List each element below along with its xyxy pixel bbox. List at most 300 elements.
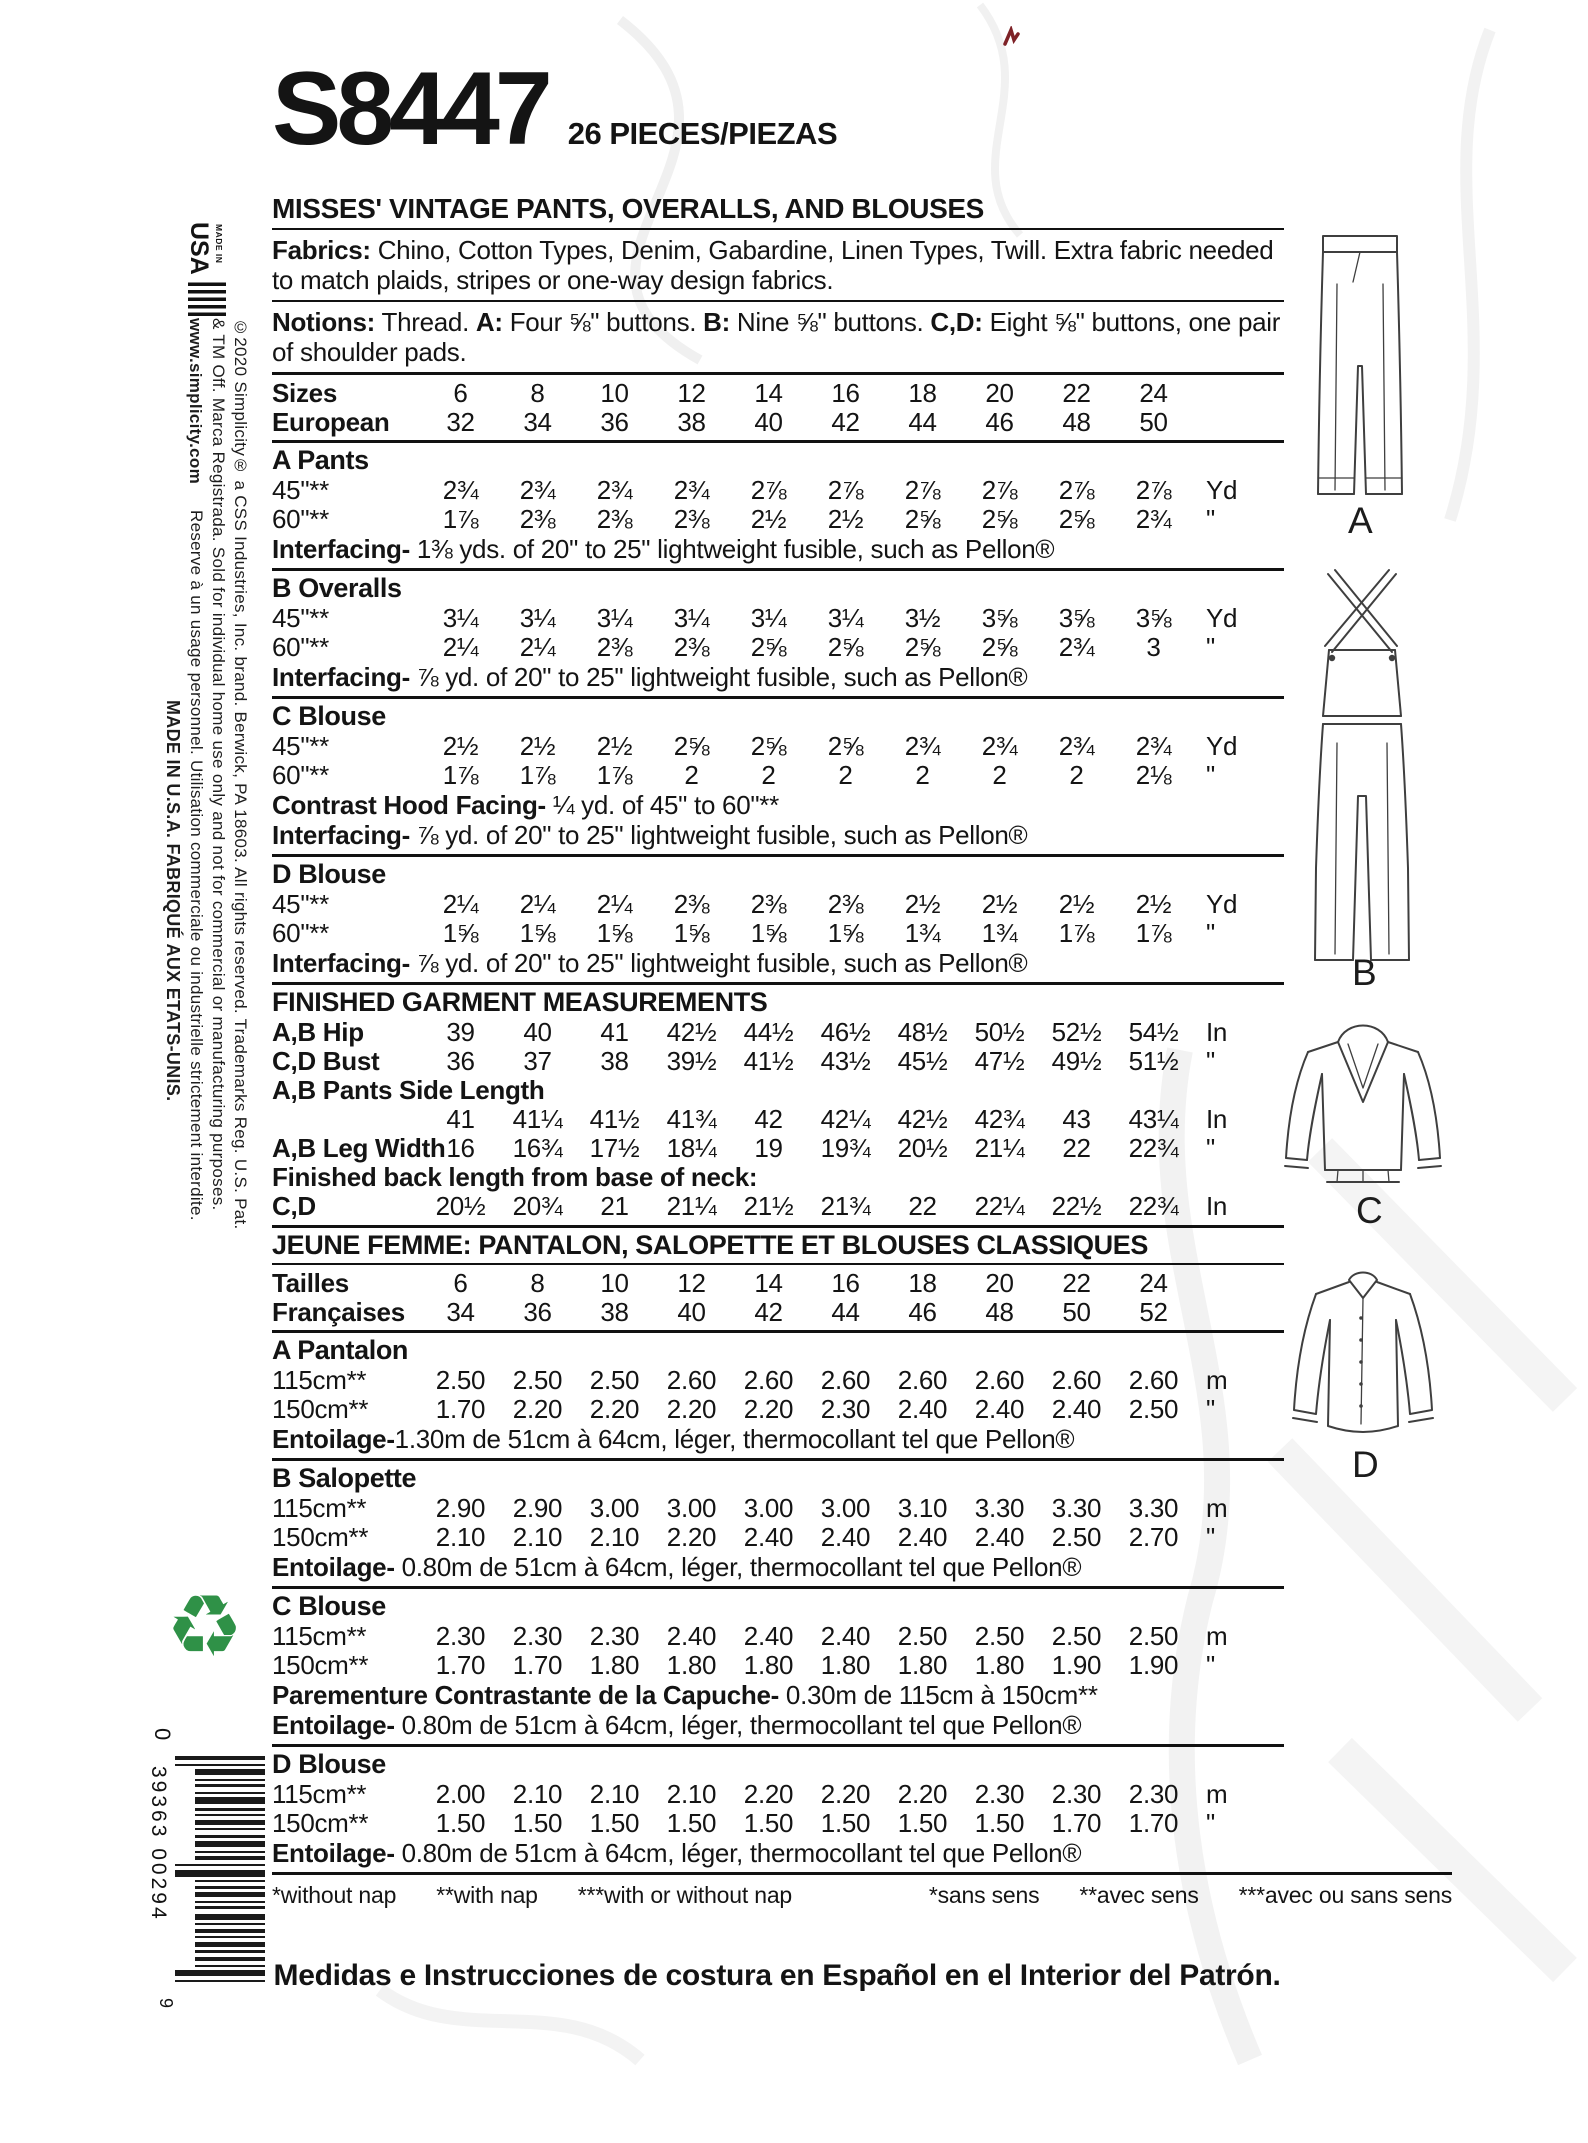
yardage-cell: 1.70 xyxy=(435,1394,486,1424)
yardage-cell: 2.40 xyxy=(897,1394,948,1424)
yardage-cell: 1⅝ xyxy=(827,918,864,948)
yardage-cell: 3.30 xyxy=(1051,1493,1102,1523)
yardage-cell: 3¼ xyxy=(596,603,633,633)
yardage-cell: 1.70 xyxy=(435,1650,486,1680)
section-note xyxy=(272,948,1284,978)
table-row xyxy=(272,505,1284,534)
yardage-cell: 2.50 xyxy=(1128,1394,1179,1424)
yardage-cell: 20½ xyxy=(435,1191,486,1221)
table-row xyxy=(272,1780,1284,1809)
section-note xyxy=(272,1838,1284,1868)
yardage-cell: 3.30 xyxy=(1128,1493,1179,1523)
yardage-cell: 2⅞ xyxy=(981,475,1018,505)
yardage-cell: 2¾ xyxy=(1058,731,1095,761)
unit-cell: Yd xyxy=(1206,603,1238,633)
section-title: C Blouse xyxy=(272,1591,386,1621)
section-title: D Blouse xyxy=(272,859,386,889)
barcode-bar xyxy=(195,1914,265,1920)
yardage-cell: 2.90 xyxy=(512,1493,563,1523)
yardage-cell: 54½ xyxy=(1128,1017,1179,1047)
yardage-cell: 2⅜ xyxy=(519,504,556,534)
yardage-cell: 36 xyxy=(446,1046,475,1076)
footnote-group-fr xyxy=(929,1882,1452,1909)
table-row xyxy=(272,1622,1284,1651)
recycle-icon: ♻ xyxy=(166,1577,244,1677)
pattern-title: MISSES' VINTAGE PANTS, OVERALLS, AND BLOUSES xyxy=(272,192,1284,230)
yardage-cell: 2.20 xyxy=(512,1394,563,1424)
section-title: C Blouse xyxy=(272,701,386,731)
section-title: B Overalls xyxy=(272,573,402,603)
yardage-cell: 2.50 xyxy=(897,1621,948,1651)
unit-cell: " xyxy=(1206,1808,1215,1838)
note-lead: Entoilage- xyxy=(272,1838,395,1868)
yardage-cell: 2.30 xyxy=(974,1779,1025,1809)
yardage-cell: 16 xyxy=(831,378,860,408)
yardage-cell: 2⅝ xyxy=(981,632,1018,662)
yardage-cell: 2.20 xyxy=(743,1779,794,1809)
yardage-cell: 1.80 xyxy=(820,1650,871,1680)
yardage-cell: 2.50 xyxy=(589,1365,640,1395)
yardage-cell: 22 xyxy=(1062,1268,1091,1298)
footnote-group-en xyxy=(272,1882,792,1909)
barcode-digits: 39363 00294 xyxy=(147,1766,170,1922)
yardage-cell: 2½ xyxy=(442,731,479,761)
yardage-cell: 2¼ xyxy=(519,632,556,662)
note-lead: Entoilage- xyxy=(272,1552,395,1582)
yardage-cell: 46 xyxy=(908,1297,937,1327)
yardage-cell: 2¾ xyxy=(904,731,941,761)
row-label: 60"** xyxy=(272,918,329,948)
note-lead: Interfacing- xyxy=(272,948,410,978)
barcode-digit-lead: 0 xyxy=(150,1728,175,1741)
unit-cell: Yd xyxy=(1206,889,1238,919)
row-label: 150cm** xyxy=(272,1394,369,1424)
table-row xyxy=(272,1192,1284,1221)
yardage-cell: 3⅝ xyxy=(1135,603,1172,633)
yardage-cell: 2.40 xyxy=(974,1522,1025,1552)
yardage-cell: 21¼ xyxy=(974,1133,1025,1163)
yardage-cell: 50 xyxy=(1139,407,1168,437)
yardage-cell: 38 xyxy=(600,1297,629,1327)
yardage-cell: 3¼ xyxy=(750,603,787,633)
unit-cell: m xyxy=(1206,1779,1228,1809)
barcode-bar xyxy=(175,1970,265,1976)
yardage-cell: 2.60 xyxy=(974,1365,1025,1395)
yardage-cell: 1⅝ xyxy=(519,918,556,948)
yardage-cell: 32 xyxy=(446,407,475,437)
yardage-cell: 2.40 xyxy=(820,1621,871,1651)
pattern-header xyxy=(272,51,1284,167)
section-note xyxy=(272,1680,1284,1710)
yardage-cell: 2⅜ xyxy=(596,632,633,662)
yardage-cell: 1.80 xyxy=(897,1650,948,1680)
table-row xyxy=(272,1105,1284,1134)
section-title: A Pantalon xyxy=(272,1335,409,1365)
row-label: 45"** xyxy=(272,475,329,505)
yardage-cell: 2.20 xyxy=(666,1394,717,1424)
table-row xyxy=(272,1809,1284,1838)
fabrics-label: Fabrics: xyxy=(272,235,371,265)
usa-logo-text: USA xyxy=(185,222,213,275)
yardage-cell: 2⅞ xyxy=(904,475,941,505)
trademark-vertical-text: & TM Off. Marca Registrada. Sold for individual home use only and not for commercial or manufacturing purposes. xyxy=(209,318,228,1211)
yardage-cell: 2½ xyxy=(750,504,787,534)
table-row xyxy=(272,408,1284,437)
yardage-cell: 14 xyxy=(754,378,783,408)
table-row xyxy=(272,1366,1284,1395)
yardage-cell: 16 xyxy=(446,1133,475,1163)
yardage-cell: 50 xyxy=(1062,1297,1091,1327)
figure-label-b: B xyxy=(1352,952,1377,993)
yardage-cell: 39½ xyxy=(666,1046,717,1076)
yardage-cell: 21½ xyxy=(743,1191,794,1221)
yardage-section xyxy=(272,1458,1284,1586)
table-row xyxy=(272,919,1284,948)
yardage-cell: 2⅝ xyxy=(750,731,787,761)
note-text: ⅞ yd. of 20" to 25" lightweight fusible, such as Pellon® xyxy=(409,820,1028,850)
figure-label-d: D xyxy=(1352,1444,1379,1485)
yardage-cell: 2½ xyxy=(1135,889,1172,919)
barcode-digit-trail: 9 xyxy=(156,1998,176,2009)
barcode-bar xyxy=(195,1901,265,1903)
yardage-cell: 2.90 xyxy=(435,1493,486,1523)
yardage-cell: 2.10 xyxy=(512,1779,563,1809)
yardage-cell: 1⅝ xyxy=(442,918,479,948)
table-row xyxy=(272,761,1284,790)
yardage-cell: 50½ xyxy=(974,1017,1025,1047)
row-label: C,D xyxy=(272,1191,316,1221)
yardage-cell: 2⅜ xyxy=(673,889,710,919)
yardage-cell: 2 xyxy=(684,760,699,790)
yardage-cell: 21¾ xyxy=(820,1191,871,1221)
row-label: European xyxy=(272,407,390,437)
yardage-cell: 2½ xyxy=(981,889,1018,919)
yardage-cell: 3.30 xyxy=(974,1493,1025,1523)
unit-cell xyxy=(1192,1269,1257,1298)
table-row xyxy=(272,1047,1284,1076)
row-label: Sizes xyxy=(272,378,337,408)
yardage-cell: 42 xyxy=(754,1104,783,1134)
yardage-cell: 48 xyxy=(985,1297,1014,1327)
fabrics-text: Chino, Cotton Types, Denim, Gabardine, Linen Types, Twill. Extra fabric needed to match plaids, stripes or one-way design fabrics. xyxy=(272,235,1274,295)
yardage-cell: 2½ xyxy=(827,504,864,534)
yardage-cell: 42¾ xyxy=(974,1104,1025,1134)
yardage-cell: 2.60 xyxy=(743,1365,794,1395)
yardage-cell: 48½ xyxy=(897,1017,948,1047)
yardage-cell: 16¾ xyxy=(512,1133,563,1163)
footnote-item: **avec sens xyxy=(1079,1882,1199,1908)
yardage-cell: 1.50 xyxy=(512,1808,563,1838)
yardage-cell: 12 xyxy=(677,378,706,408)
table-row xyxy=(272,1018,1284,1047)
row-label: 115cm** xyxy=(272,1621,367,1651)
yardage-cell: 2.30 xyxy=(820,1394,871,1424)
yardage-cell: 1.50 xyxy=(589,1808,640,1838)
note-text: ¼ yd. of 45" to 60"** xyxy=(545,790,779,820)
yardage-cell: 1⅞ xyxy=(442,504,479,534)
yardage-cell: 2.40 xyxy=(743,1621,794,1651)
yardage-cell: 2⅜ xyxy=(596,504,633,534)
barcode-bar xyxy=(195,1820,265,1825)
table-row xyxy=(272,1523,1284,1552)
yardage-cell: 52½ xyxy=(1051,1017,1102,1047)
note-text: ⅞ yd. of 20" to 25" lightweight fusible, such as Pellon® xyxy=(409,948,1028,978)
unit-cell: " xyxy=(1206,1133,1215,1163)
yardage-cell: 36 xyxy=(600,407,629,437)
yardage-cell: 2.40 xyxy=(666,1621,717,1651)
yardage-cell: 41 xyxy=(600,1017,629,1047)
yardage-cell: 44 xyxy=(908,407,937,437)
note-text: 0.80m de 51cm à 64cm, léger, thermocollant tel que Pellon® xyxy=(394,1838,1082,1868)
barcode-bar xyxy=(195,1814,265,1816)
yardage-cell: 2.50 xyxy=(1051,1621,1102,1651)
yardage-cell: 43 xyxy=(1062,1104,1091,1134)
yardage-cell: 2⅝ xyxy=(1058,504,1095,534)
yardage-cell: 2⅝ xyxy=(904,632,941,662)
yardage-cell: 2¾ xyxy=(442,475,479,505)
yardage-cell: 34 xyxy=(523,407,552,437)
yardage-section xyxy=(272,854,1284,982)
yardage-cell: 2.40 xyxy=(743,1522,794,1552)
yardage-cell: 3¼ xyxy=(827,603,864,633)
note-lead: Interfacing- xyxy=(272,534,410,564)
yardage-cell: 2.40 xyxy=(897,1522,948,1552)
yardage-cell: 1.50 xyxy=(974,1808,1025,1838)
table-row xyxy=(272,732,1284,761)
yardage-cell: 18¼ xyxy=(666,1133,717,1163)
yardage-cell: 2½ xyxy=(1058,889,1095,919)
barcode-bar xyxy=(195,1841,265,1847)
yardage-cell: 2¼ xyxy=(442,889,479,919)
yardage-cell: 2.30 xyxy=(512,1621,563,1651)
main-content xyxy=(272,51,1452,1993)
yardage-cell: 2.20 xyxy=(897,1779,948,1809)
yardage-cell: 1⅞ xyxy=(1135,918,1172,948)
yardage-cell: 24 xyxy=(1139,1268,1168,1298)
yardage-cell: 8 xyxy=(530,378,545,408)
yardage-cell: 22¼ xyxy=(974,1191,1025,1221)
yardage-cell: 37 xyxy=(523,1046,552,1076)
yardage-cell: 1.90 xyxy=(1128,1650,1179,1680)
upc-barcode xyxy=(175,1756,265,1992)
unit-cell: m xyxy=(1206,1621,1228,1651)
bold-segment: B: xyxy=(703,307,730,337)
barcode-bar xyxy=(195,1835,265,1838)
yardage-cell: 2.60 xyxy=(820,1365,871,1395)
section-title: A Pants xyxy=(272,445,369,475)
table-row xyxy=(272,1395,1284,1424)
table-row xyxy=(272,1163,1284,1192)
yardage-cell: 2¾ xyxy=(1135,504,1172,534)
note-lead: Parementure Contrastante de la Capuche- xyxy=(272,1680,779,1710)
yardage-cell: 2¾ xyxy=(1058,632,1095,662)
table-row xyxy=(272,604,1284,633)
yardage-cell: 1.50 xyxy=(435,1808,486,1838)
barcode-bar xyxy=(195,1929,265,1933)
yardage-cell: 2.20 xyxy=(666,1522,717,1552)
yardage-cell: 2⅝ xyxy=(981,504,1018,534)
barcode-bar xyxy=(195,1769,265,1775)
notions-line xyxy=(272,302,1284,372)
note-lead: Entoilage- xyxy=(272,1710,395,1740)
imperial-yardage-table xyxy=(272,440,1284,982)
yardage-cell: 6 xyxy=(453,378,468,408)
row-label: 60"** xyxy=(272,504,329,534)
yardage-cell: 3⅝ xyxy=(981,603,1018,633)
note-text: 0.80m de 51cm à 64cm, léger, thermocollant tel que Pellon® xyxy=(394,1552,1082,1582)
section-note xyxy=(272,1552,1284,1582)
note-lead: Contrast Hood Facing- xyxy=(272,790,546,820)
barcode-bar xyxy=(195,1797,265,1804)
garment-b-overalls-illustration xyxy=(1282,568,1442,968)
yardage-cell: 43¼ xyxy=(1128,1104,1179,1134)
yardage-cell: 42½ xyxy=(897,1104,948,1134)
barcode-bar xyxy=(195,1808,265,1811)
unit-cell xyxy=(1192,1298,1257,1327)
yardage-cell: 1¾ xyxy=(904,918,941,948)
french-notice-vertical-text: Reserve à un usage personnel. Utilisation commerciale ou industrielle strictement interdite. xyxy=(187,510,206,1221)
footnote-item: **with nap xyxy=(436,1882,538,1908)
yardage-cell: 41½ xyxy=(743,1046,794,1076)
yardage-cell: 3.00 xyxy=(743,1493,794,1523)
unit-cell: m xyxy=(1206,1365,1228,1395)
yardage-cell: 41 xyxy=(446,1104,475,1134)
fgm-title: FINISHED GARMENT MEASUREMENTS xyxy=(272,987,768,1017)
yardage-cell: 2.40 xyxy=(1051,1394,1102,1424)
yardage-cell: 46 xyxy=(985,407,1014,437)
yardage-cell: 2⅝ xyxy=(827,632,864,662)
yardage-cell: 1.50 xyxy=(743,1808,794,1838)
yardage-cell: 1.80 xyxy=(743,1650,794,1680)
yardage-cell: 2.10 xyxy=(589,1522,640,1552)
yardage-cell: 22 xyxy=(908,1191,937,1221)
row-label: 45"** xyxy=(272,603,329,633)
yardage-cell: 1.80 xyxy=(666,1650,717,1680)
figure-label-a: A xyxy=(1348,500,1373,541)
row-label xyxy=(272,1105,422,1134)
yardage-cell: 1⅞ xyxy=(519,760,556,790)
row-label: A,B Pants Side Length xyxy=(272,1075,545,1105)
yardage-cell: 1.50 xyxy=(820,1808,871,1838)
barcode-bar xyxy=(195,1880,265,1882)
yardage-cell: 2¼ xyxy=(442,632,479,662)
figure-label-c: C xyxy=(1356,1190,1383,1231)
garment-a-pants-illustration xyxy=(1285,228,1435,520)
yardage-cell: 2½ xyxy=(904,889,941,919)
yardage-cell: 20½ xyxy=(897,1133,948,1163)
yardage-cell: 2¾ xyxy=(519,475,556,505)
copyright-vertical-text: ©2020 Simplicity® a CSS Industries, Inc. brand. Berwick, PA 18603. All rights reserved. Trademarks Reg. U.S. Pat. xyxy=(231,318,250,1230)
yardage-cell: 2.40 xyxy=(974,1394,1025,1424)
yardage-cell: 2.30 xyxy=(1128,1779,1179,1809)
table-row xyxy=(272,1298,1284,1327)
yardage-cell: 2⅜ xyxy=(750,889,787,919)
yardage-cell: 40 xyxy=(754,407,783,437)
section-note xyxy=(272,790,1284,820)
yardage-cell: 2.00 xyxy=(435,1779,486,1809)
unit-cell: " xyxy=(1206,1522,1215,1552)
yardage-cell: 2¾ xyxy=(981,731,1018,761)
barcode-bar xyxy=(195,1779,265,1781)
yardage-cell: 20¾ xyxy=(512,1191,563,1221)
yardage-cell: 3⅝ xyxy=(1058,603,1095,633)
yardage-cell: 10 xyxy=(600,378,629,408)
yardage-section xyxy=(272,440,1284,568)
metric-size-header xyxy=(272,1263,1284,1330)
yardage-cell: 2 xyxy=(992,760,1007,790)
note-text: 1⅜ yds. of 20" to 25" lightweight fusible, such as Pellon® xyxy=(409,534,1055,564)
yardage-cell: 3½ xyxy=(904,603,941,633)
unit-cell: In xyxy=(1206,1191,1228,1221)
note-lead: Entoilage- xyxy=(272,1424,395,1454)
yardage-cell: 2.50 xyxy=(435,1365,486,1395)
yardage-cell: 1.70 xyxy=(1051,1808,1102,1838)
row-label: 115cm** xyxy=(272,1365,367,1395)
barcode-bar xyxy=(195,1923,265,1925)
yardage-cell: 2⅜ xyxy=(827,889,864,919)
imperial-size-header xyxy=(272,372,1284,440)
unit-cell: " xyxy=(1206,632,1215,662)
yardage-cell: 36 xyxy=(523,1297,552,1327)
pattern-number: S8447 xyxy=(272,51,548,167)
section-note xyxy=(272,1710,1284,1740)
barcode-bar xyxy=(195,1942,265,1947)
yardage-cell: 1⅞ xyxy=(442,760,479,790)
yardage-cell: 40 xyxy=(677,1297,706,1327)
yardage-section xyxy=(272,1744,1284,1872)
scan-ink-mark xyxy=(1002,26,1020,50)
yardage-cell: 2.60 xyxy=(897,1365,948,1395)
unit-cell: m xyxy=(1206,1493,1228,1523)
yardage-cell: 38 xyxy=(677,407,706,437)
french-section-banner: JEUNE FEMME: PANTALON, SALOPETTE ET BLOUSES CLASSIQUES xyxy=(272,1225,1284,1263)
yardage-cell: 42 xyxy=(754,1297,783,1327)
yardage-cell: 2⅝ xyxy=(827,731,864,761)
table-row xyxy=(272,1651,1284,1680)
yardage-cell: 2⅜ xyxy=(673,632,710,662)
row-label: A,B Hip xyxy=(272,1017,364,1047)
row-label: 150cm** xyxy=(272,1522,369,1552)
yardage-cell: 16 xyxy=(831,1268,860,1298)
yardage-cell: 24 xyxy=(1139,378,1168,408)
yardage-cell: 41¾ xyxy=(666,1104,717,1134)
footnotes xyxy=(272,1872,1452,1909)
yardage-cell: 1.80 xyxy=(974,1650,1025,1680)
garment-c-hooded-blouse-illustration xyxy=(1276,1012,1451,1198)
yardage-cell: 3 xyxy=(1146,632,1161,662)
yardage-cell: 49½ xyxy=(1051,1046,1102,1076)
yardage-cell: 2¼ xyxy=(596,889,633,919)
barcode-bar xyxy=(195,1851,265,1853)
footnote-item: ***avec ou sans sens xyxy=(1238,1882,1452,1908)
yardage-section xyxy=(272,696,1284,854)
yardage-cell: 40 xyxy=(523,1017,552,1047)
website-vertical-text: www.simplicity.com xyxy=(186,318,205,484)
unit-cell: " xyxy=(1206,760,1215,790)
yardage-cell: 17½ xyxy=(589,1133,640,1163)
row-label: Françaises xyxy=(272,1297,405,1327)
finished-garment-measurements xyxy=(272,982,1284,1225)
yardage-cell: 2.60 xyxy=(666,1365,717,1395)
unit-cell: " xyxy=(1206,1650,1215,1680)
yardage-cell: 2.70 xyxy=(1128,1522,1179,1552)
unit-cell: Yd xyxy=(1206,731,1238,761)
yardage-cell: 1⅝ xyxy=(596,918,633,948)
yardage-cell: 2.10 xyxy=(512,1522,563,1552)
yardage-cell: 51½ xyxy=(1128,1046,1179,1076)
barcode-bar xyxy=(195,1957,265,1961)
row-label: A,B Leg Width xyxy=(272,1133,446,1163)
